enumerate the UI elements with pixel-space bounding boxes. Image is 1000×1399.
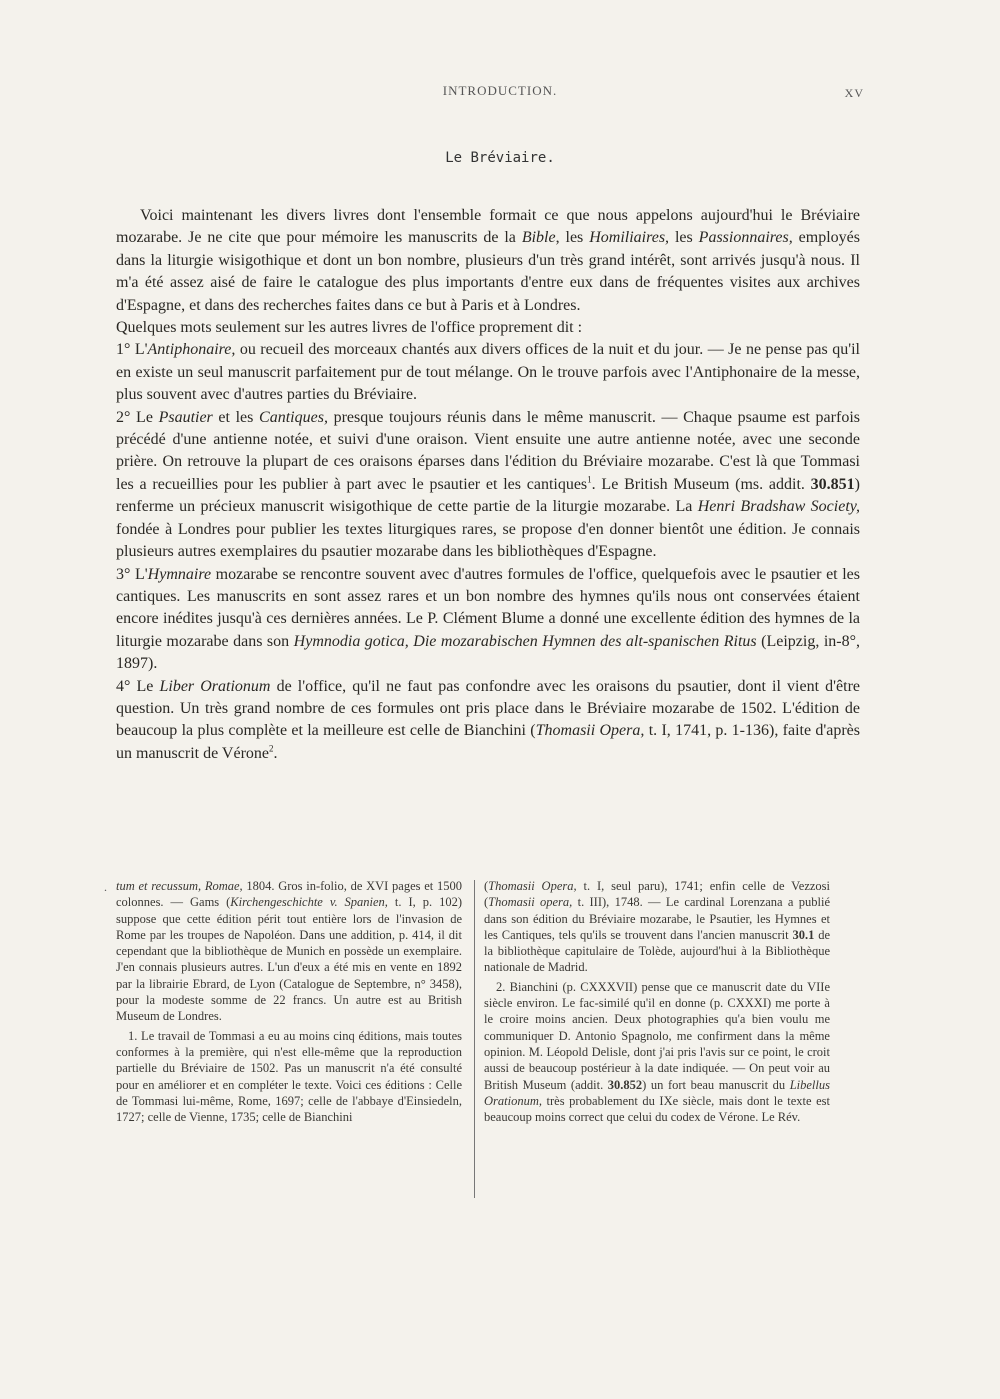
footnote-1: 1. Le travail de Tommasi a eu au moins cinq éditions, mais toutes conformes à la première, qui n'est elle-même que la reproduction partielle du Bréviaire de 1502. Pas un manuscrit n'a été consulté pour en améliorer et en compléter le texte. Voici ces éditions : Celle de Tommasi lui-même, Rome, 1697; celle de l'abbaye d'Einsiedeln, 1727; celle de Vienne, 1735; celle de Bianchini: [116, 1028, 462, 1125]
column-divider: [474, 880, 475, 1198]
title-cantiques: Cantiques,: [259, 408, 328, 426]
footnotes-right-column: [484, 878, 830, 1128]
margin-dot: .: [104, 880, 107, 894]
footnote-2: 2. Bianchini (p. CXXXVII) pense que ce manuscrit date du VIIe siècle environ. Le fac-similé qu'il en donne (p. CXXXI) me porte à le croire moins ancien. Deux photographies qu'a bien voulu me communiquer D. Antonio Spagnolo, me confirment dans la même opinion. M. Léopold Delisle, dont j'ai pris l'avis sur ce point, le croit aussi de beaucoup postérieur à la date indiquée. — On peut voir au British Museum (addit. 30.852) un fort beau manuscrit du Libellus Orationum, très probablement du IXe siècle, mais dont le texte est beaucoup moins correct que celui du codex de Vérone. Le Rév.: [484, 979, 830, 1125]
footnote-1-continued: (Thomasii Opera, t. I, seul paru), 1741; enfin celle de Vezzosi (Thomasii opera, t. III), 1748. — Le cardinal Lorenzana a publié dans son édition du Bréviaire mozarabe, le Psautier, les Hymnes et les Cantiques, tels qu'ils se trouvent dans l'ancien manuscrit 30.1 de la bibliothèque capitulaire de Tolède, aujourd'hui à la Bibliothèque nationale de Madrid.: [484, 879, 831, 975]
title-passionnaires: Passionnaires,: [698, 229, 793, 247]
section-title: Le Bréviaire.: [445, 150, 555, 166]
title-homiliaires: Homiliaires,: [589, 229, 670, 247]
title-hymnaire: Hymnaire: [147, 565, 212, 583]
title-antiphonaire: Antiphonaire,: [147, 341, 236, 359]
title-liber-orationum: Liber Orationum: [159, 677, 271, 695]
paragraph-office: Quelques mots seulement sur les autres livres de l'office proprement dit :: [116, 319, 583, 337]
title-thomasii-opera: Thomasii Opera,: [535, 722, 645, 740]
paragraph-antiphonaire: 1° L'Antiphonaire, ou recueil des morceaux chantés aux divers offices de la nuit et du jour. — Je ne pense pas qu'il en existe un seul manuscrit parfaitement pur de tout mélange. On le trouve parfois avec l'Antiphonaire de la messe, plus souvent avec d'autres parties du Bréviaire.: [116, 341, 860, 404]
paragraph-orationum: 4° Le Liber Orationum de l'office, qu'il ne faut pas confondre avec les oraisons du psautier, dont il vient d'être question. Un très grand nombre de ces formules ont pris place dans le Bréviaire mozarabe de 1502. L'édition de beaucoup la plus complète et la meilleure est celle de Bianchini (Thomasii Opera, t. I, 1741, p. 1-136), faite d'après un manuscrit de Vérone$^2$.: [116, 677, 861, 762]
footnote-ref-2: 2: [269, 743, 274, 754]
footnote-continued: tum et recussum, Romae, 1804. Gros in-folio, de XVI pages et 1500 colonnes. — Gams (Kirchengeschichte v. Spanien, t. I, p. 102) suppose que cette édition périt tout entière lors de l'invasion de Rome par les troupes de Napoléon. Dans une addition, p. 414, il dit cependant que la bibliothèque de Munich en possède un exemplaire. J'en connais plusieurs autres. L'un d'eux a été mis en vente en 1892 par la librairie Ebrard, de Lyon (Catalogue de Septembre, n° 3458), pour la modeste somme de 22 francs. Un autre est au British Museum de Londres.: [116, 879, 462, 1024]
title-psautier: Psautier: [158, 408, 213, 426]
footnote-ref-1: 1: [587, 474, 592, 485]
title-hymnodia: Hymnodia gotica, Die mozarabischen Hymnen des alt-spanischen Ritus: [293, 632, 757, 650]
footnotes-left-column: [116, 878, 462, 1128]
society-name: Henri Bradshaw Society,: [697, 498, 860, 516]
paragraph-intro: Voici maintenant les divers livres dont l'ensemble formait ce que nous appelons aujourd'hui le Bréviaire mozarabe. Je ne cite que pour mémoire les manuscrits de la Bible, les Homiliaires, les Passionnaires, employés dans la liturgie wisigothique et dont un bon nombre, plusieurs d'un très grand intérêt, sont arrivés jusqu'à nous. Il m'a été assez aisé de faire le catalogue des plus importants d'entre eux dans de fréquentes visites aux archives d'Espagne, et dans des recherches faites dans ce but à Paris et à Londres.: [116, 207, 860, 314]
running-title: INTRODUCTION.: [442, 83, 558, 98]
main-text: [116, 205, 860, 765]
ms-number-30851: 30.851: [810, 475, 855, 493]
title-bible: Bible: [521, 229, 556, 247]
page-number: XV: [844, 86, 864, 100]
paragraph-psautier: 2° Le Psautier et les Cantiques, presque toujours réunis dans le même manuscrit. — Chaque psaume est parfois précédé d'une antienne notée, et suivi d'une oraison. Vient ensuite une autre antienne notée, avec une seconde prière. On retrouve la plupart de ces oraisons éparses dans l'édition du Bréviaire mozarabe. C'est là que Tommasi les a recueillies pour les publier à part avec le psautier et les cantiques$^1$. Le British Museum (ms. addit. 30.851) renferme un précieux manuscrit wisigothique de cette partie de la liturgie mozarabe. La Henri Bradshaw Society, fondée à Londres pour publier les textes liturgiques rares, se propose d'en donner bientôt une édition. Je connais plusieurs autres exemplaires du psautier mozarabe dans les bibliothèques d'Espagne.: [116, 408, 860, 561]
paragraph-hymnaire: 3° L'Hymnaire mozarabe se rencontre souvent avec d'autres formules de l'office, quelquefois avec le psautier et les cantiques. Les manuscrits en sont assez rares et un bon nombre des hymnes qu'ils nous ont conservées étaient encore inédites jusqu'à ces dernières années. Le P. Clément Blume a donné une excellente édition des hymnes de la liturgie mozarabe dans son Hymnodia gotica, Die mozarabischen Hymnen des alt-spanischen Ritus (Leipzig, in-8°, 1897).: [116, 565, 861, 673]
